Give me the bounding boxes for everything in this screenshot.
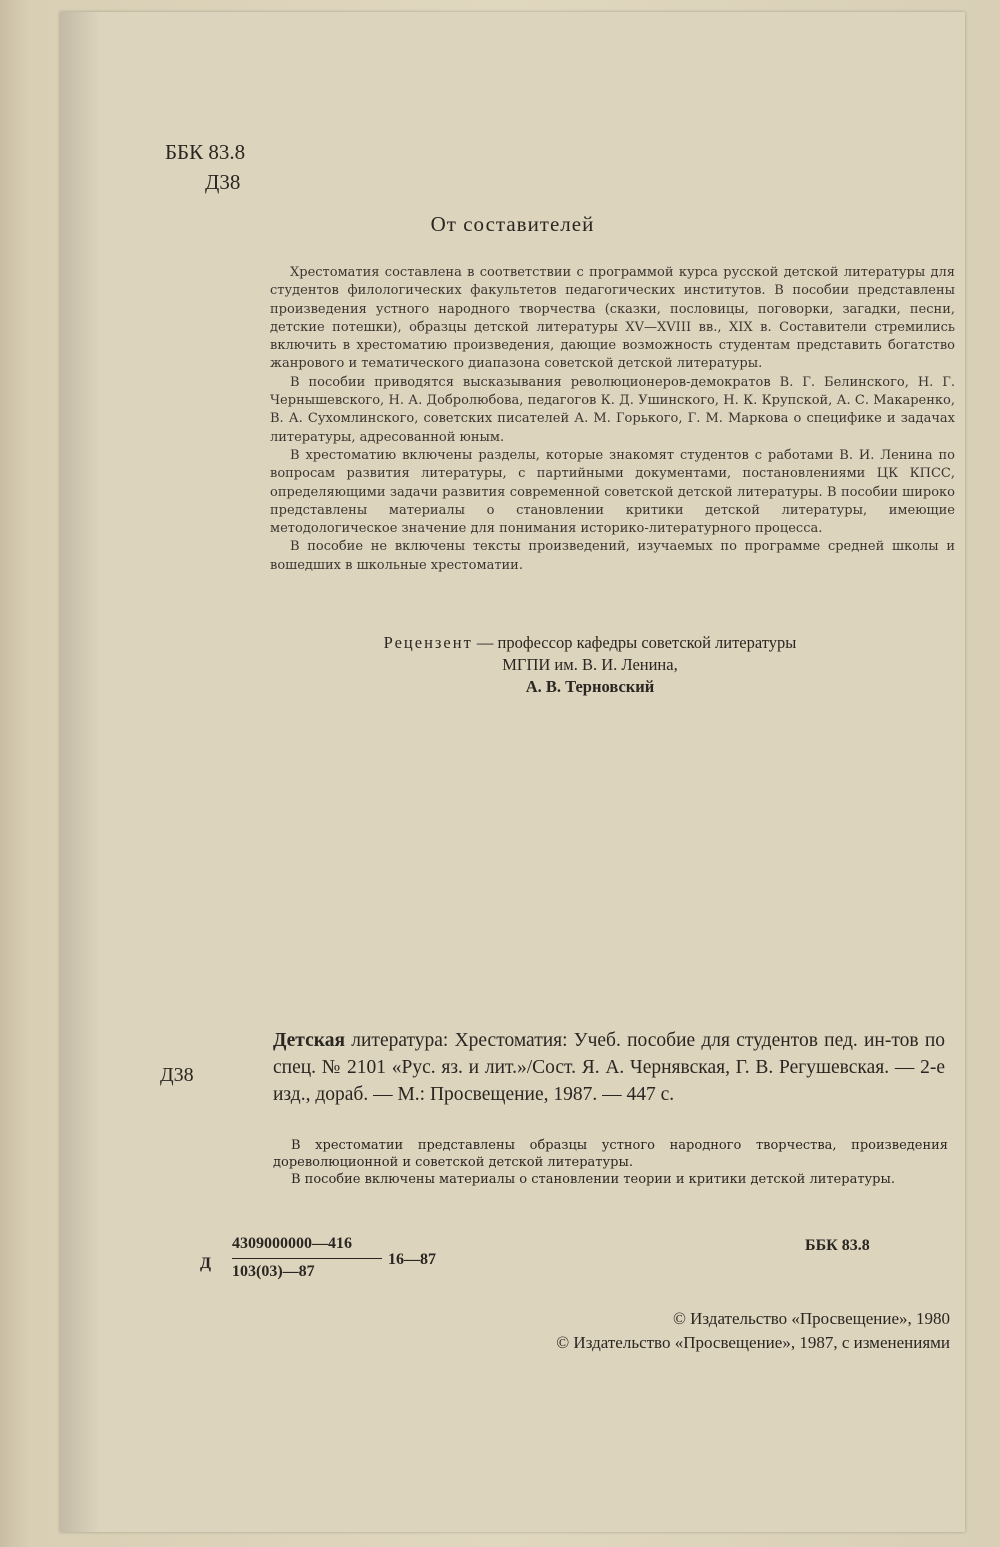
bbk-code-line: ББК 83.8 <box>165 140 246 164</box>
annotation-paragraph: В хрестоматии представлены образцы устного народного творчества, произведения дореволюционной и советской детской литературы. <box>273 1138 948 1170</box>
fraction-line <box>232 1258 382 1259</box>
annotation <box>273 1137 948 1188</box>
reviewer-institution: МГПИ им. В. И. Ленина, <box>502 655 678 674</box>
bibliographic-record <box>273 1027 945 1108</box>
book-page <box>60 12 965 1532</box>
bbk-code-bottom: ББК 83.8 <box>805 1237 870 1254</box>
section-heading: От составителей <box>430 212 595 236</box>
biblio-description: литература: Хрестоматия: Учеб. пособие для студентов пед. ин-тов по спец. № 2101 «Рус. яз. и лит.»/Сост. Я. А. Чернявская, Г. В. Регушевская. — 2-е изд., дораб. — М.: Просвещение, 1987. — 447 с. <box>273 1030 945 1105</box>
preface-paragraph: В пособии приводятся высказывания революционеров-демократов В. Г. Белинского, Н. Г. Чернышевского, Н. А. Добролюбова, педагогов К. Д. Ушинского, Н. К. Крупской, А. С. Макаренко, В. А. Сухомлинского, советских писателей А. М. Горького, Г. М. Маркова о специфике и задачах литературы, адресованной юным. <box>270 374 955 445</box>
reviewer-label: Рецензент <box>383 633 473 652</box>
preface-paragraph: В пособие не включены тексты произведений, изучаемых по программе средней школы и вошедших в школьные хрестоматии. <box>270 539 955 573</box>
bbk-code-top <box>165 137 245 197</box>
reviewer-name: А. В. Терновский <box>525 677 655 696</box>
reviewer-position: — профессор кафедры советской литературы <box>472 633 797 652</box>
copyright-block <box>420 1307 950 1355</box>
preface-paragraph: В хрестоматию включены разделы, которые знакомят студентов с работами В. И. Ленина по вопросам развития литературы, с партийными документами, постановлениями ЦК КПСС, определяющими задачи развития современной советской детской литературы. В пособии широко представлены материалы о становлении критики детской литературы, имеющие методологическое значение для понимания историко-литературного процесса. <box>270 447 955 537</box>
index-numerator: 4309000000—416 <box>232 1235 352 1252</box>
page-fold-shadow <box>60 12 100 1532</box>
author-mark-side: Д38 <box>160 1064 194 1086</box>
author-mark: Д38 <box>205 170 241 194</box>
copyright-line: © Издательство «Просвещение», 1987, с изменениями <box>556 1333 950 1352</box>
index-letter: Д <box>200 1255 212 1272</box>
index-denominator: 103(03)—87 <box>232 1263 315 1280</box>
index-suffix: 16—87 <box>388 1251 436 1268</box>
reviewer-block <box>210 632 970 698</box>
biblio-title-word: Детская <box>273 1030 346 1051</box>
preface-paragraph: Хрестоматия составлена в соответствии с программой курса русской детской литературы для студентов филологических факультетов педагогических институтов. В пособии представлены произведения устного народного творчества (сказки, пословицы, поговорки, загадки, песни, детские потешки), образцы детской литературы XV—XVIII вв., XIX в. Составители стремились включить в хрестоматию произведения, дающие возможность студентам представить богатство жанрового и тематического диапазона советской детской литературы. <box>270 265 955 372</box>
annotation-paragraph: В пособие включены материалы о становлении теории и критики детской литературы. <box>291 1172 895 1187</box>
copyright-line: © Издательство «Просвещение», 1980 <box>672 1309 950 1328</box>
preface-text <box>270 264 955 575</box>
